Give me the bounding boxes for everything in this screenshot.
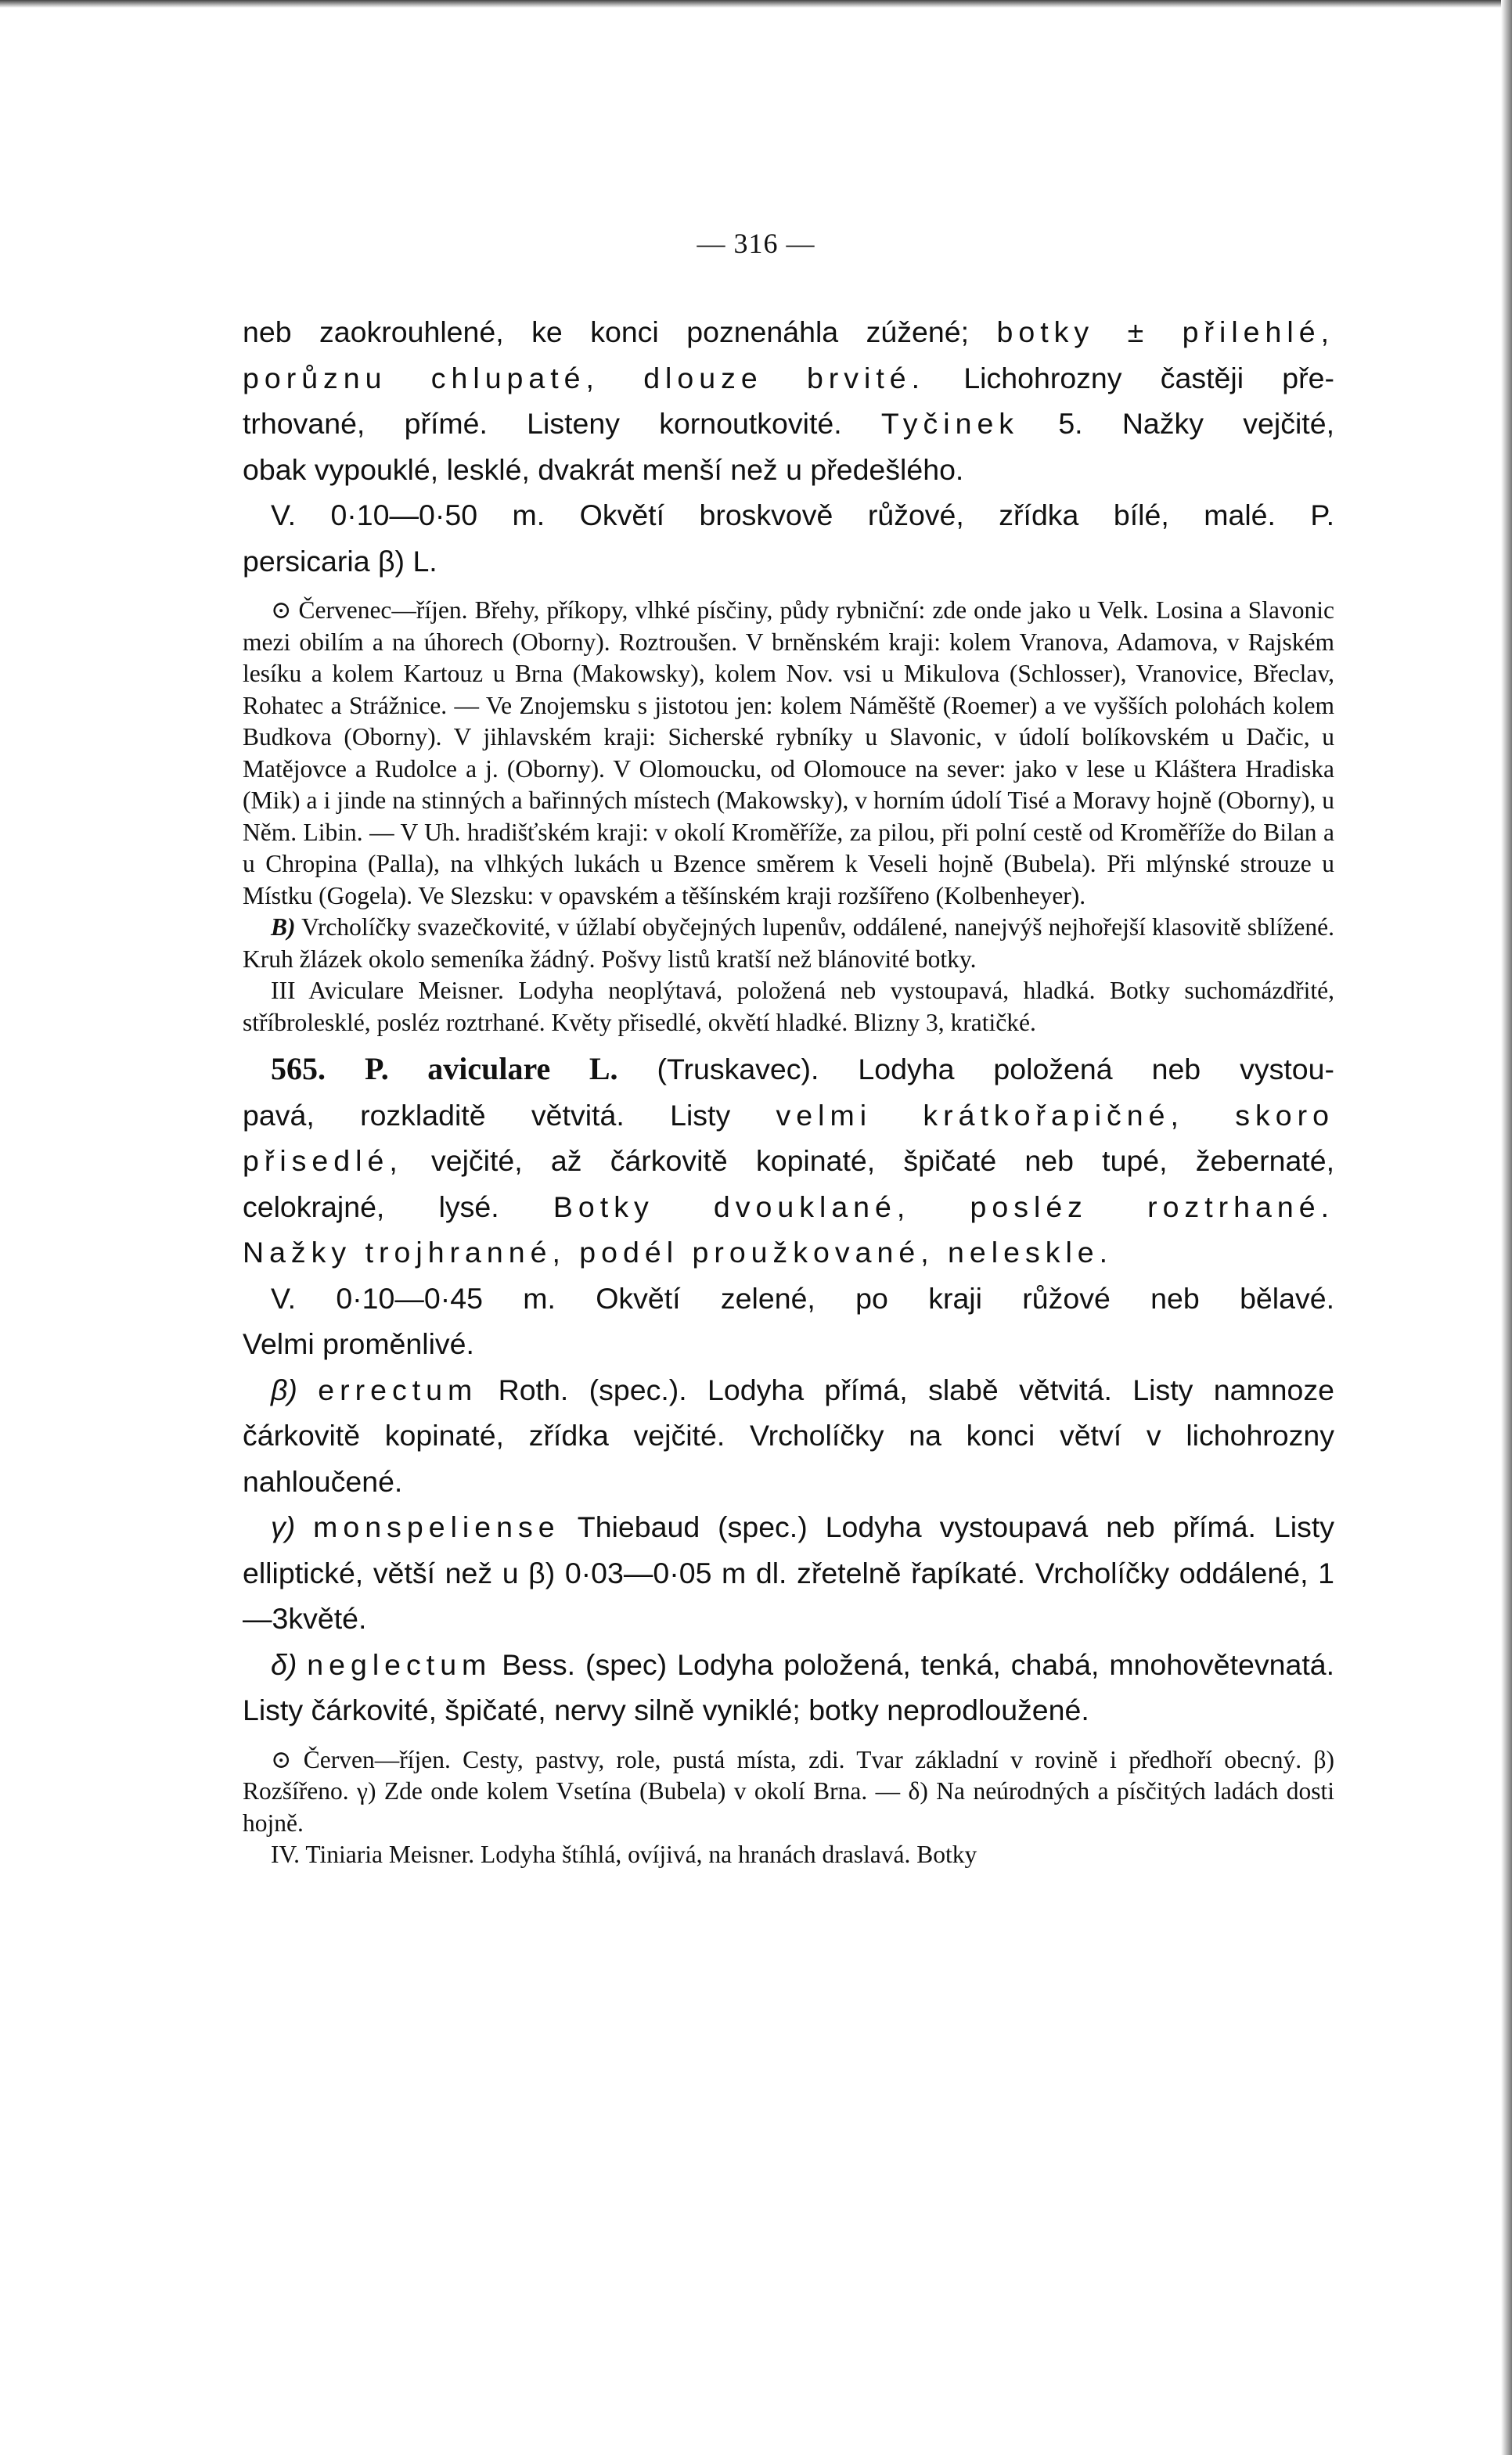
page-body — [243, 309, 1334, 1871]
species-line-2: pavá, rozkladitě větvitá. Listy velmi krátkořapičné, skoro — [243, 1098, 1334, 1132]
b-section-label: B) — [271, 913, 296, 941]
intro-paragraph — [243, 309, 1334, 584]
scan-edge-top — [0, 0, 1512, 8]
species-line-3: přisedlé, vejčité, až čárkovitě kopinaté, špičaté neb tupé, žebernaté, — [243, 1144, 1334, 1177]
species-line-4: celokrajné, lysé. Botky dvouklané, posléz roztrhané. — [243, 1190, 1334, 1223]
intro-line-3: trhované, přímé. Listeny kornoutkovité. Tyčinek 5. Nažky vejčité, — [243, 407, 1334, 440]
intro-line-4: obak vypouklé, lesklé, dvakrát menší než u předešlého. — [243, 452, 964, 486]
intro-line-6: persicaria β) L. — [243, 544, 437, 578]
species-line-7: Velmi proměnlivé. — [243, 1327, 474, 1360]
species-line-5: Nažky trojhranné, podél proužkované, neleskle. — [243, 1236, 1114, 1269]
species-block — [243, 1046, 1334, 1367]
b-section — [243, 912, 1334, 975]
variety-delta: δ) neglectum Bess. (spec) Lodyha položená, tenká, chabá, mnohovětevnatá. Listy čárkovité, špičaté, nervy silně vyniklé; botky neprodloužené. — [243, 1647, 1335, 1726]
species-line-6: V. 0·10—0·45 m. Okvětí zelené, po kraji růžové neb bělavé. — [271, 1281, 1334, 1315]
variety-gamma: γ) monspeliense Thiebaud (spec.) Lodyha vystoupavá neb přímá. Listy elliptické, větší než u β) 0·03—0·05 m dl. zřetelně řapíkaté. Vrcholíčky oddálené, 1—3květé. — [243, 1510, 1334, 1635]
flowering-text: ⊙ Červen—říjen. Cesty, pastvy, role, pustá místa, zdi. Tvar základní v rovině i předhoří obecný. β) Rozšířeno. γ) Zde onde kolem Vsetína (Bubela) v okolí Brna. — δ) Na neúrodných a písčitých ladách dosti hojně. — [243, 1745, 1334, 1837]
section-three: III Aviculare Meisner. Lodyha neoplýtavá, položená neb vystoupavá, hladká. Botky suchomázdřité, stříbrolesklé, posléz roztrhané. Květy přisedlé, okvětí hladké. Blizny 3, kratičké. — [243, 977, 1334, 1036]
intro-line-5: V. 0·10—0·50 m. Okvětí broskvově růžové, zřídka bílé, malé. P. — [271, 499, 1334, 531]
distribution-text: ⊙ Červenec—říjen. Břehy, příkopy, vlhké písčiny, půdy rybniční: zde onde jako u Velk. Losina a Slavonic mezi obilím a na úhorech (Oborny). Roztroušen. V brněnském kraji: kolem Vranova, Adamova, v Rajském lesíku a kolem Kartouz u Brna (Makowsky), kolem Nov. vsi u Mikulova (Schlosser), Vranovice, Břeclav, Rohatec a Strážnice. — Ve Znojemsku s jistotou jen: kolem Náměště (Roemer) a ve vyšších polohách kolem Budkova (Oborny). V jihlavském kraji: Sicherské rybníky u Slavonic, v údolí bolíkovském u Dačic, u Matějovce a Rudolce a j. (Oborny). V Olomoucku, od Olomouce na sever: jako v lese u Kláštera Hradiska (Mik) a i jinde na stinných a bařinných místech (Makowsky), v horním údolí Tisé a Moravy hojně (Oborny), u Něm. Libin. — V Uh. hradišťském kraji: v okolí Kroměříže, za pilou, při polní cestě od Kroměříže do Bilan a u Chropina (Palla), na vlhkých lukách u Bzence směrem k Veseli hojně (Bubela). Při mlýnské strouze u Místku (Gogela). Ve Slezsku: v opavském a těšínském kraji rozšířeno (Kolbenheyer). — [243, 596, 1334, 909]
b-section-text: Vrcholíčky svazečkovité, v úžlabí obyčejných lupenův, oddálené, nanejvýš nejhořejší klasovitě sblížené. Kruh žlázek okolo semeníka žádný. Pošvy listů kratší než blánovité botky. — [243, 913, 1334, 973]
section-four: IV. Tiniaria Meisner. Lodyha štíhlá, ovíjivá, na hranách draslavá. Botky — [271, 1841, 977, 1868]
variety-beta: β) errectum Roth. (spec.). Lodyha přímá, slabě větvitá. Listy namnoze čárkovitě kopinaté, zřídka vejčité. Vrcholíčky na konci větví v lichohrozny nahloučené. — [243, 1373, 1334, 1498]
species-line-1: 565. P. aviculare L. (Truskavec). Lodyha položená neb vystou- — [271, 1051, 1334, 1086]
intro-line-2: porůznu chlupaté, dlouze brvité. Lichohrozny častěji pře- — [243, 361, 1334, 394]
scan-edge-right — [1501, 0, 1512, 2455]
intro-line-1: neb zaokrouhlené, ke konci poznenáhla zúžené; botky ± přilehlé, — [243, 315, 1334, 348]
page-number: — 316 — — [697, 228, 815, 259]
